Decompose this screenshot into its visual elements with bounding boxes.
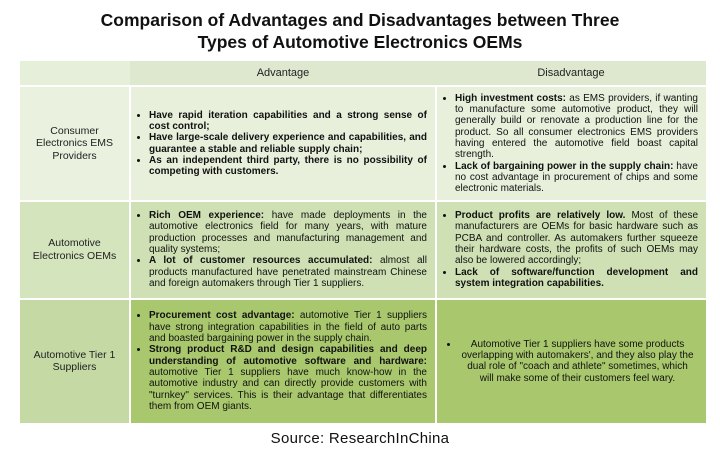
table-row [20,86,706,200]
list-item: • Have rapid iteration capabilities and a strong sense of cost control; [149,110,427,133]
advantage-cell [130,299,436,423]
list-item: • A lot of customer resources accumulated: almost all products manufactured have penetrated mainstream Chinese and foreign automakers through Tier 1 suppliers. [149,255,427,289]
disadvantage-list [447,339,696,384]
header-disadvantage: Disadvantage [436,61,706,86]
list-item: • Lack of bargaining power in the supply chain: have no cost advantage in procurement of chips and some electronic materials. [455,161,698,195]
list-item: • Lack of software/function development and system integration capabilities. [455,267,698,290]
advantage-cell [130,201,436,299]
list-item: • Product profits are relatively low. Most of these manufacturers are OEMs for basic hardware such as PCBA and controller. As automakers further squeeze their hardware costs, the profits of such OEMs may also be lowered accordingly; [455,210,698,266]
title-line-1: Comparison of Advantages and Disadvantages between Three [100,10,620,30]
header-corner [20,61,130,86]
source-caption: Source: ResearchInChina [270,430,450,447]
row-label: Automotive Tier 1 Suppliers [20,299,130,423]
list-item: • As an independent third party, there is no possibility of competing with customers. [149,155,427,178]
disadvantage-list [443,210,698,289]
advantage-cell [130,86,436,200]
disadvantage-cell [436,201,706,299]
comparison-table [20,61,706,423]
list-item: • Procurement cost advantage: automotive Tier 1 suppliers have strong integration capabilities in the field of auto parts and boasted bargaining power in the supply chain. [149,310,427,344]
advantage-list [137,110,427,178]
table-row [20,299,706,423]
list-item: • Automotive Tier 1 suppliers have some products overlapping with automakers', and they also play the dual role of "coach and athlete" sometimes, which will make some of their customers feel wary. [459,339,696,384]
row-label: Automotive Electronics OEMs [20,201,130,299]
disadvantage-list [443,93,698,195]
table-row [20,201,706,299]
header-advantage: Advantage [130,61,436,86]
header-row [20,61,706,86]
row-label: Consumer Electronics EMS Providers [20,86,130,200]
disadvantage-cell [436,299,706,423]
advantage-list [137,210,427,289]
title-line-2: Types of Automotive Electronics OEMs [197,32,523,52]
list-item: • Rich OEM experience: have made deployments in the automotive electronics field for many years, with mature production processes and manufacturing management and quality systems; [149,210,427,255]
list-item: • Have large-scale delivery experience and capabilities, and guarantee a stable and reliable supply chain; [149,132,427,155]
page-title [0,9,720,55]
list-item: • High investment costs: as EMS providers, if wanting to manufacture some automotive product, they will generally build or renovate a production line for the product. So all consumer electronics EMS providers having entered the automotive field boast capital strength. [455,93,698,161]
list-item: • Strong product R&D and design capabilities and deep understanding of automotive software and hardware: automotive Tier 1 suppliers have much know-how in the automotive industry and can directly provide customers with "turnkey" services. This is their advantage that differentiates them from OEM giants. [149,344,427,412]
advantage-list [137,310,427,412]
disadvantage-cell [436,86,706,200]
